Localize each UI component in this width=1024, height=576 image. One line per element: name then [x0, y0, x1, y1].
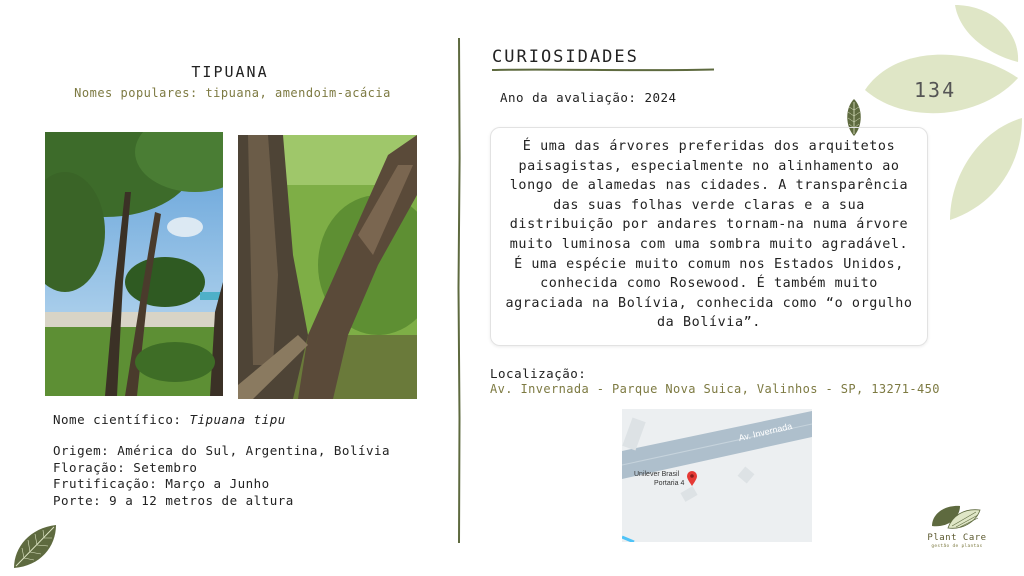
- scientific-name-line: [53, 412, 286, 427]
- scientific-name: Tipuana tipu: [189, 412, 286, 427]
- map-street-label: Av. Invernada: [737, 420, 794, 444]
- leaf-icon: [10, 522, 60, 570]
- curiosity-text: É uma das árvores preferidas dos arquitetos paisagistas, especialmente no alinhamento ao longo de alamedas nas cidades. A transparência das suas folhas verde claras e a sua distribuição por andares tornam-na numa árvore muito luminosa com uma sombra muito agradável. É uma espécie muito comum nos Estados Unidos, conhecida como Rosewood. É também muito agraciada na Bolívia, conhecida como “o orgulho da Bolívia”.: [505, 139, 913, 331]
- brand-name: Plant Care: [927, 533, 987, 543]
- plant-care-logo: [930, 502, 982, 532]
- plant-title: TIPUANA: [191, 63, 269, 81]
- flowering: Floração: Setembro: [53, 460, 198, 475]
- map-poi-line2: Portaria 4: [654, 480, 685, 487]
- location-map[interactable]: [622, 409, 812, 542]
- divider: [457, 38, 461, 543]
- fruiting: Frutificação: Março a Junho: [53, 476, 270, 491]
- scientific-name-label: Nome científico:: [53, 412, 190, 427]
- map-pin-icon: [686, 471, 698, 487]
- tree-photo-trunk: [238, 135, 417, 399]
- tree-photo-park: [45, 132, 223, 396]
- size: Porte: 9 a 12 metros de altura: [53, 493, 294, 508]
- page-number: 134: [914, 78, 957, 102]
- location-address: Av. Invernada - Parque Nova Suica, Valinhos - SP, 13271-450: [490, 382, 940, 396]
- evaluation-year: Ano da avaliação: 2024: [500, 90, 677, 105]
- section-title: CURIOSIDADES: [492, 47, 639, 67]
- origin: Origem: América do Sul, Argentina, Bolívia: [53, 443, 391, 458]
- map-poi-line1: Unilever Brasil: [634, 471, 680, 478]
- brand-tagline: gestão de plantas: [931, 544, 983, 549]
- section-underline: [492, 67, 714, 73]
- location-label: Localização:: [490, 366, 587, 381]
- curiosity-card: [490, 127, 928, 346]
- popular-names: Nomes populares: tipuana, amendoim-acácia: [74, 86, 391, 100]
